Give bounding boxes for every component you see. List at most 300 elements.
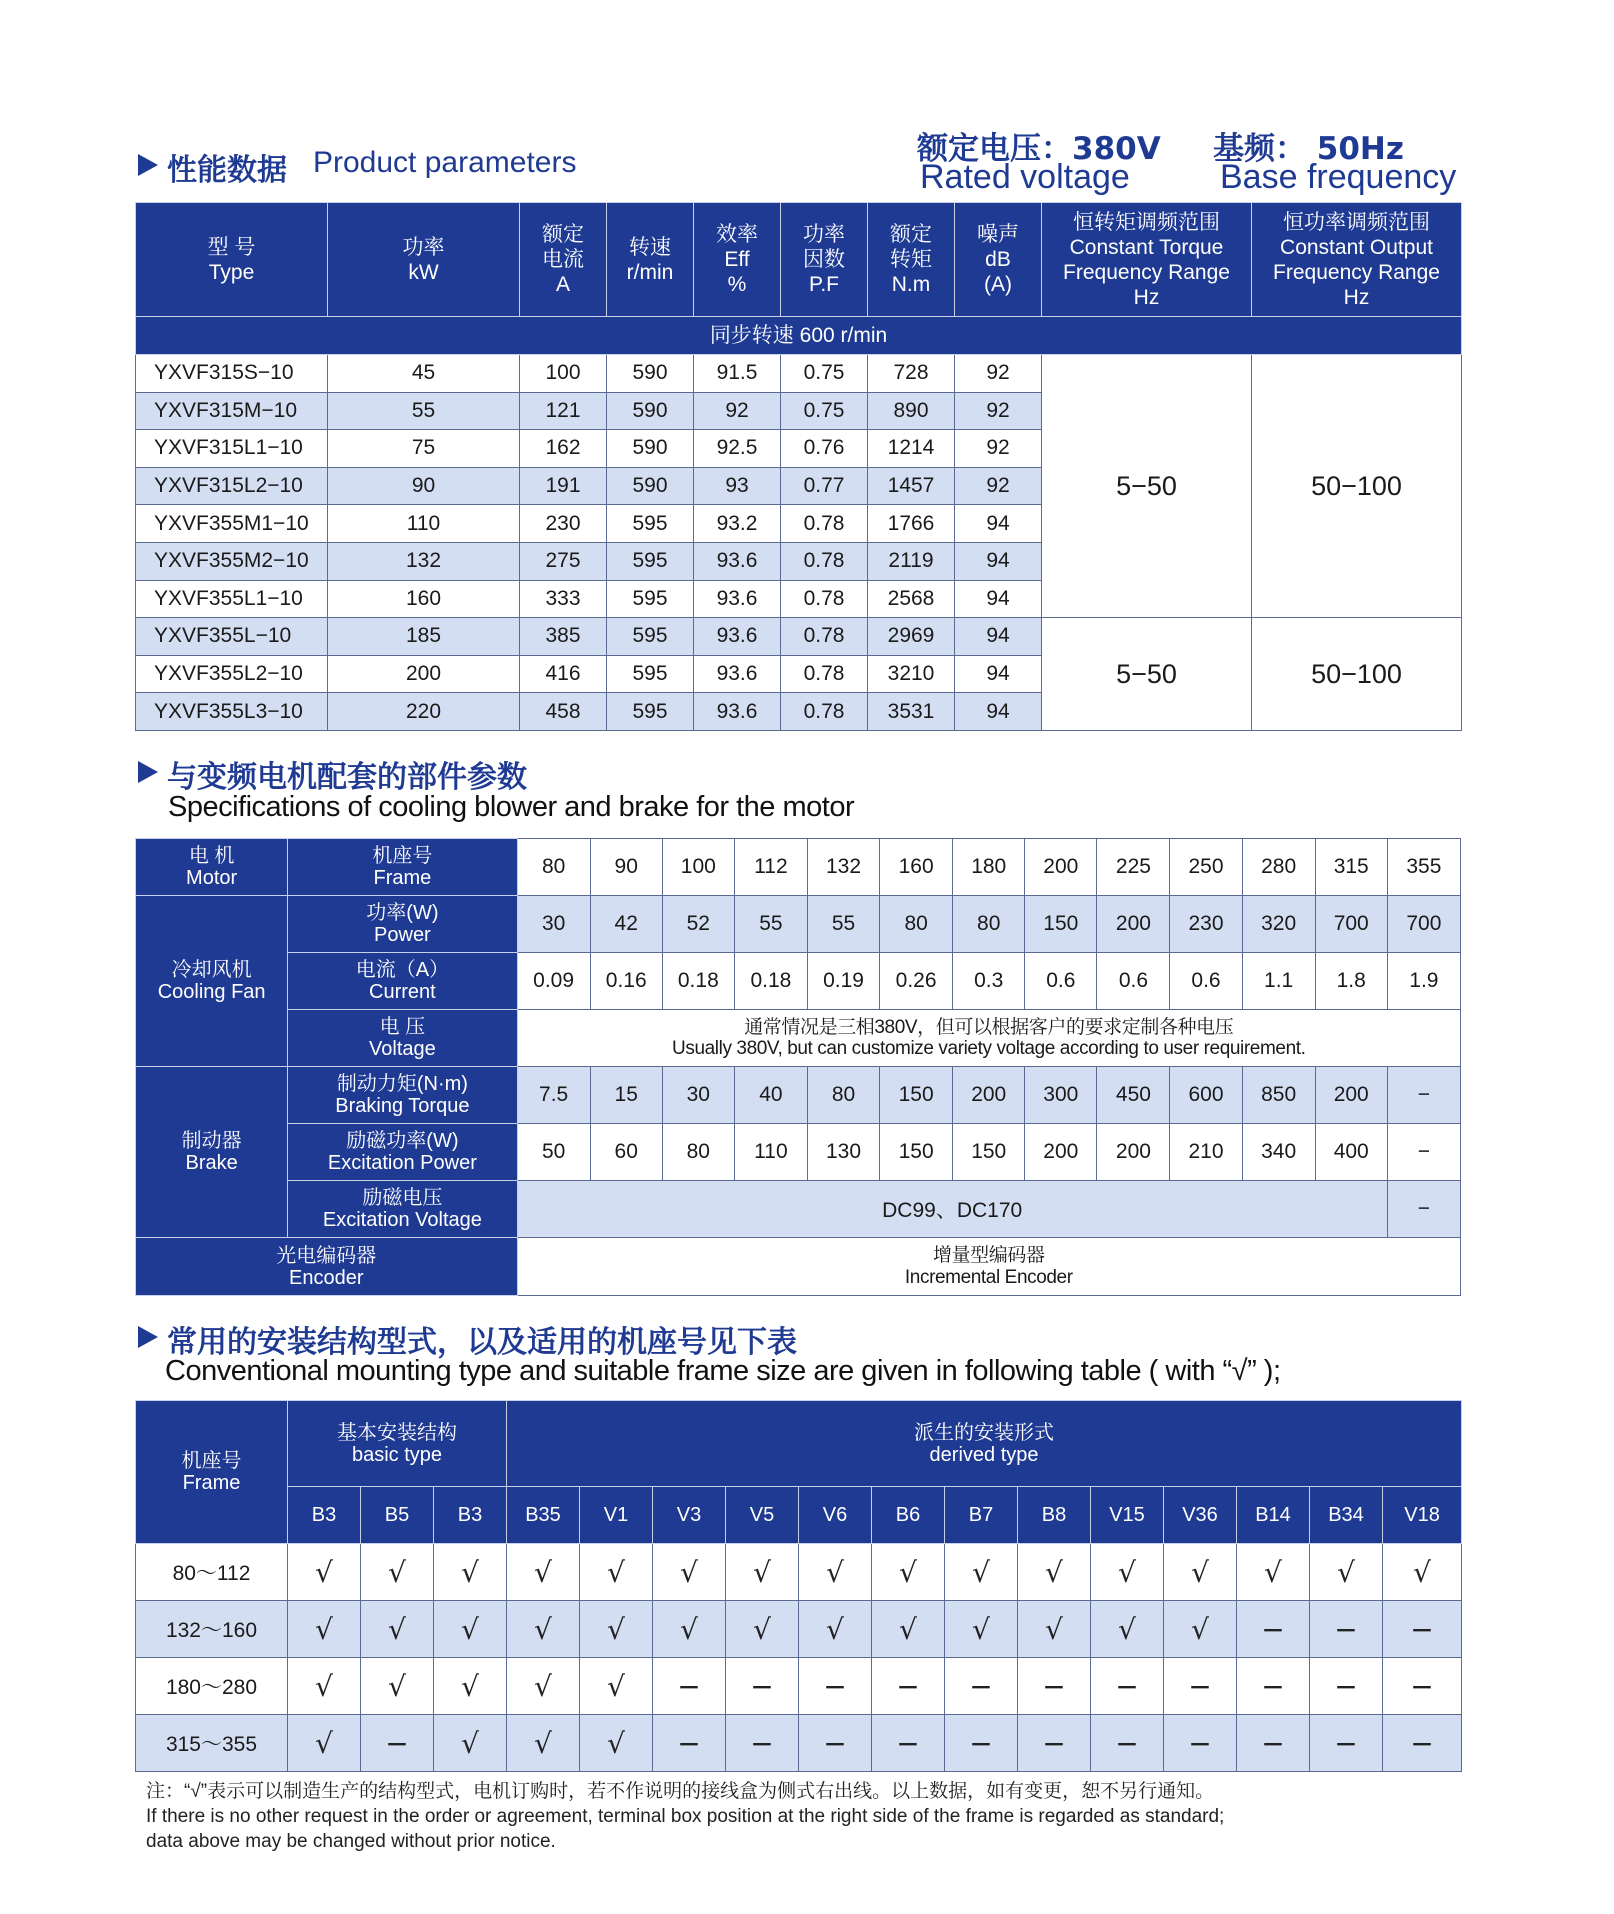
frame-label (288, 839, 517, 896)
check-mark-icon: √ (361, 1601, 434, 1658)
perf-cell: 0.78 (781, 505, 868, 543)
dash-mark: − (1237, 1658, 1310, 1715)
label-en: derived type (929, 1443, 1039, 1466)
performance-table (135, 202, 1462, 731)
braking-torque-value: 600 (1170, 1067, 1242, 1124)
perf-cell: 132 (328, 542, 520, 580)
derived-type-label (507, 1401, 1462, 1487)
mount-type-header: B6 (872, 1487, 945, 1544)
perf-cell: 385 (520, 618, 607, 656)
frame-value: 160 (880, 839, 953, 896)
label-cn: 机座号 (181, 1450, 242, 1472)
perf-header-eff: 效率 Eff % (694, 203, 781, 317)
perf-cell: 94 (955, 693, 1042, 731)
excitation-power-value: 110 (734, 1124, 807, 1181)
fan-current-value: 0.26 (880, 953, 953, 1010)
perf-cell: 90 (328, 467, 520, 505)
frame-value: 132 (807, 839, 879, 896)
perf-cell: 2568 (868, 580, 955, 618)
table-row (136, 1181, 1461, 1238)
dash-mark: − (1091, 1658, 1164, 1715)
frame-value: 250 (1170, 839, 1242, 896)
dash-mark: − (872, 1658, 945, 1715)
fan-power-value: 42 (590, 896, 662, 953)
mounting-type-table (135, 1400, 1462, 1772)
check-mark-icon: √ (1383, 1544, 1462, 1601)
perf-cell: 0.75 (781, 355, 868, 393)
rated-voltage-cn: 额定电压：380V (917, 131, 1161, 167)
perf-cell: 590 (607, 355, 694, 393)
section1-title-cn: 性能数据 (167, 153, 287, 188)
fan-current-value: 0.19 (807, 953, 879, 1010)
perf-cell: 333 (520, 580, 607, 618)
perf-cell: 55 (328, 392, 520, 430)
perf-cell: 100 (520, 355, 607, 393)
mount-type-header: B3 (434, 1487, 507, 1544)
perf-cell: 92 (955, 392, 1042, 430)
label-cn: 基本安装结构 (337, 1421, 457, 1444)
dash-mark: − (1383, 1658, 1462, 1715)
perf-cell: 0.76 (781, 430, 868, 468)
perf-cell: 0.78 (781, 618, 868, 656)
table-row (136, 618, 1462, 656)
perf-cell: 93.6 (694, 655, 781, 693)
perf-cell: 92 (955, 355, 1042, 393)
encoder-text-en: Incremental Encoder (904, 1266, 1073, 1288)
section-arrow-icon (138, 1326, 158, 1348)
frame-value: 180 (953, 839, 1025, 896)
check-mark-icon: √ (1237, 1544, 1310, 1601)
check-mark-icon: √ (799, 1544, 872, 1601)
mount-type-header: B35 (507, 1487, 580, 1544)
fan-current-value: 0.18 (662, 953, 734, 1010)
check-mark-icon: √ (434, 1601, 507, 1658)
perf-cell: YXVF355M2−10 (136, 542, 328, 580)
perf-cell: 0.78 (781, 580, 868, 618)
perf-cell: YXVF315L1−10 (136, 430, 328, 468)
braking-torque-value: 300 (1025, 1067, 1097, 1124)
check-mark-icon: √ (580, 1601, 653, 1658)
check-mark-icon: √ (653, 1544, 726, 1601)
motor-label (136, 839, 288, 896)
section1-title-en: Product parameters (313, 146, 577, 179)
label-en: Frame (373, 867, 432, 889)
table-row (136, 1010, 1461, 1067)
label-cn: 励磁电压 (362, 1187, 443, 1209)
perf-header-const-torque: 恒转矩调频范围 Constant Torque Frequency Range Hz (1042, 203, 1252, 317)
perf-cell: 94 (955, 542, 1042, 580)
label-en: Current (369, 981, 436, 1003)
mount-type-header: V1 (580, 1487, 653, 1544)
dash-mark: − (1383, 1601, 1462, 1658)
excitation-power-value: 130 (807, 1124, 879, 1181)
note-en-line1: If there is no other request in the order or agreement, terminal box position at the right side of the frame is regarded as standard; (146, 1806, 1225, 1827)
dash-mark: − (1237, 1715, 1310, 1772)
group2-torque-range: 5−50 (1042, 618, 1252, 731)
mount-frame-range: 315～355 (136, 1715, 288, 1772)
check-mark-icon: √ (507, 1715, 580, 1772)
excitation-voltage-last: − (1387, 1181, 1460, 1238)
label-en: basic type (351, 1443, 443, 1466)
dash-mark: − (872, 1715, 945, 1772)
check-mark-icon: √ (434, 1715, 507, 1772)
perf-cell: YXVF355L2−10 (136, 655, 328, 693)
check-mark-icon: √ (580, 1544, 653, 1601)
excitation-power-value: 150 (880, 1124, 953, 1181)
fan-current-value: 0.16 (590, 953, 662, 1010)
base-frequency-en: Base frequency (1220, 158, 1457, 196)
perf-cell: 162 (520, 430, 607, 468)
braking-torque-value: 850 (1242, 1067, 1315, 1124)
mount-frame-range: 80～112 (136, 1544, 288, 1601)
label-en: Voltage (369, 1038, 436, 1060)
braking-torque-value: 450 (1097, 1067, 1170, 1124)
encoder-label (136, 1238, 518, 1296)
voltage-text-en: Usually 380V, but can customize variety voltage according to user requirement. (672, 1038, 1306, 1059)
section3-title-cn: 常用的安装结构型式，以及适用的机座号见下表 (167, 1325, 797, 1360)
braking-torque-value: 15 (590, 1067, 662, 1124)
frame-value: 355 (1387, 839, 1460, 896)
check-mark-icon: √ (507, 1658, 580, 1715)
fan-current-value: 1.8 (1315, 953, 1387, 1010)
dash-mark: − (1310, 1601, 1383, 1658)
fan-power-value: 52 (662, 896, 734, 953)
note-cn: 注：“√”表示可以制造生产的结构型式，电机订购时，若不作说明的接线盒为侧式右出线。以上数据，如有变更，恕不另行通知。 (146, 1781, 1215, 1802)
dash-mark: − (1164, 1715, 1237, 1772)
perf-cell: 92 (694, 392, 781, 430)
perf-cell: 93.6 (694, 693, 781, 731)
perf-cell: 3210 (868, 655, 955, 693)
dash-mark: − (1310, 1715, 1383, 1772)
perf-cell: 595 (607, 580, 694, 618)
fan-power-value: 230 (1170, 896, 1242, 953)
braking-torque-label (288, 1067, 517, 1124)
dash-mark: − (361, 1715, 434, 1772)
perf-cell: 94 (955, 655, 1042, 693)
perf-cell: 91.5 (694, 355, 781, 393)
fan-power-value: 320 (1242, 896, 1315, 953)
perf-cell: 728 (868, 355, 955, 393)
check-mark-icon: √ (799, 1601, 872, 1658)
table-row (136, 355, 1462, 393)
perf-cell: 92.5 (694, 430, 781, 468)
dash-mark: − (945, 1715, 1018, 1772)
perf-cell: 200 (328, 655, 520, 693)
perf-cell: 890 (868, 392, 955, 430)
braking-torque-value: − (1387, 1067, 1460, 1124)
label-cn: 励磁功率(W) (346, 1130, 459, 1152)
section2-title-en: Specifications of cooling blower and brake for the motor (168, 791, 855, 823)
check-mark-icon: √ (945, 1544, 1018, 1601)
fan-power-value: 700 (1387, 896, 1460, 953)
brake-label (136, 1067, 288, 1238)
perf-header-row (136, 203, 1462, 317)
label-en: Power (374, 924, 431, 946)
check-mark-icon: √ (1310, 1544, 1383, 1601)
table-row (136, 839, 1461, 896)
excitation-voltage-text: DC99、DC170 (517, 1181, 1387, 1238)
fan-power-value: 55 (807, 896, 879, 953)
perf-cell: 2119 (868, 542, 955, 580)
mount-type-header: B3 (288, 1487, 361, 1544)
voltage-text-cn: 通常情况是三相380V，但可以根据客户的要求定制各种电压 (744, 1017, 1234, 1038)
perf-cell: 94 (955, 618, 1042, 656)
excitation-power-value: 400 (1315, 1124, 1387, 1181)
label-cn: 制动器 (181, 1130, 242, 1152)
encoder-text-cn: 增量型编码器 (932, 1244, 1045, 1266)
mount-type-header: B14 (1237, 1487, 1310, 1544)
perf-cell: 0.78 (781, 655, 868, 693)
perf-cell: YXVF355L1−10 (136, 580, 328, 618)
check-mark-icon: √ (1018, 1544, 1091, 1601)
excitation-voltage-label (288, 1181, 517, 1238)
perf-header-torque: 额定 转矩 N.m (868, 203, 955, 317)
label-en: Brake (185, 1152, 238, 1174)
check-mark-icon: √ (507, 1544, 580, 1601)
fan-power-label (288, 896, 517, 953)
label-cn: 电 压 (379, 1016, 426, 1038)
mount-frame-range: 132～160 (136, 1601, 288, 1658)
dash-mark: − (799, 1658, 872, 1715)
fan-voltage-text (517, 1010, 1460, 1067)
fan-current-value: 0.09 (517, 953, 590, 1010)
table-row (136, 1544, 1462, 1601)
dash-mark: − (1310, 1658, 1383, 1715)
check-mark-icon: √ (580, 1715, 653, 1772)
excitation-power-value: 340 (1242, 1124, 1315, 1181)
check-mark-icon: √ (288, 1715, 361, 1772)
check-mark-icon: √ (1164, 1601, 1237, 1658)
perf-cell: 230 (520, 505, 607, 543)
perf-cell: 160 (328, 580, 520, 618)
perf-header-current: 额定 电流 A (520, 203, 607, 317)
perf-header-speed: 转速 r/min (607, 203, 694, 317)
perf-header-pf: 功率 因数 P.F (781, 203, 868, 317)
note-en-line2: data above may be changed without prior notice. (146, 1831, 556, 1852)
perf-header-const-output: 恒功率调频范围 Constant Output Frequency Range Hz (1252, 203, 1462, 317)
perf-cell: YXVF355M1−10 (136, 505, 328, 543)
perf-cell: 93 (694, 467, 781, 505)
braking-torque-value: 200 (953, 1067, 1025, 1124)
dash-mark: − (1164, 1658, 1237, 1715)
perf-cell: 92 (955, 430, 1042, 468)
fan-current-value: 0.6 (1097, 953, 1170, 1010)
encoder-text (517, 1238, 1460, 1296)
excitation-power-value: − (1387, 1124, 1460, 1181)
perf-cell: 590 (607, 430, 694, 468)
table-row (136, 1401, 1462, 1487)
perf-cell: 0.78 (781, 542, 868, 580)
check-mark-icon: √ (872, 1601, 945, 1658)
braking-torque-value: 150 (880, 1067, 953, 1124)
table-row (136, 1658, 1462, 1715)
frame-value: 80 (517, 839, 590, 896)
check-mark-icon: √ (580, 1658, 653, 1715)
perf-cell: 93.6 (694, 542, 781, 580)
basic-type-label (288, 1401, 507, 1487)
fan-current-value: 1.1 (1242, 953, 1315, 1010)
dash-mark: − (1018, 1658, 1091, 1715)
label-en: Frame (182, 1472, 241, 1494)
perf-cell: YXVF315S−10 (136, 355, 328, 393)
perf-cell: 220 (328, 693, 520, 731)
check-mark-icon: √ (1018, 1601, 1091, 1658)
check-mark-icon: √ (288, 1658, 361, 1715)
perf-cell: YXVF355L−10 (136, 618, 328, 656)
label-cn: 冷却风机 (171, 959, 252, 981)
check-mark-icon: √ (1091, 1544, 1164, 1601)
fan-power-value: 80 (880, 896, 953, 953)
dash-mark: − (1383, 1715, 1462, 1772)
label-cn: 光电编码器 (276, 1244, 377, 1267)
table-row (136, 953, 1461, 1010)
perf-cell: 595 (607, 693, 694, 731)
excitation-power-value: 60 (590, 1124, 662, 1181)
frame-value: 225 (1097, 839, 1170, 896)
label-en: Cooling Fan (157, 981, 266, 1003)
mount-type-header: V3 (653, 1487, 726, 1544)
check-mark-icon: √ (288, 1544, 361, 1601)
braking-torque-value: 30 (662, 1067, 734, 1124)
perf-cell: 93.2 (694, 505, 781, 543)
table-row (136, 1487, 1462, 1544)
perf-cell: 0.78 (781, 693, 868, 731)
label-en: Motor (186, 867, 238, 889)
mount-frame-label (136, 1401, 288, 1544)
mount-type-header: V18 (1383, 1487, 1462, 1544)
mount-frame-range: 180～280 (136, 1658, 288, 1715)
perf-cell: 1766 (868, 505, 955, 543)
perf-cell: 416 (520, 655, 607, 693)
fan-power-value: 80 (953, 896, 1025, 953)
group1-torque-range: 5−50 (1042, 355, 1252, 618)
check-mark-icon: √ (434, 1544, 507, 1601)
mount-type-header: B8 (1018, 1487, 1091, 1544)
fan-current-value: 0.3 (953, 953, 1025, 1010)
label-cn: 电流（A） (355, 959, 450, 981)
fan-current-value: 0.18 (734, 953, 807, 1010)
perf-cell: 45 (328, 355, 520, 393)
dash-mark: − (1237, 1601, 1310, 1658)
table-row (136, 1067, 1461, 1124)
perf-cell: 185 (328, 618, 520, 656)
label-en: Excitation Power (327, 1152, 477, 1174)
label-cn: 派生的安装形式 (914, 1421, 1055, 1444)
excitation-power-value: 50 (517, 1124, 590, 1181)
check-mark-icon: √ (361, 1658, 434, 1715)
perf-cell: 1214 (868, 430, 955, 468)
label-en: Encoder (289, 1266, 364, 1289)
braking-torque-value: 200 (1315, 1067, 1387, 1124)
perf-cell: 93.6 (694, 580, 781, 618)
label-en: Excitation Voltage (322, 1209, 482, 1231)
dash-mark: − (653, 1658, 726, 1715)
group1-output-range: 50−100 (1252, 355, 1462, 618)
cooling-fan-label (136, 896, 288, 1067)
perf-cell: 0.77 (781, 467, 868, 505)
perf-cell: 275 (520, 542, 607, 580)
perf-cell: 121 (520, 392, 607, 430)
perf-cell: YXVF315M−10 (136, 392, 328, 430)
perf-cell: 2969 (868, 618, 955, 656)
frame-value: 315 (1315, 839, 1387, 896)
perf-cell: 595 (607, 655, 694, 693)
perf-cell: YXVF315L2−10 (136, 467, 328, 505)
check-mark-icon: √ (1091, 1601, 1164, 1658)
section-arrow-icon (138, 154, 158, 176)
check-mark-icon: √ (1164, 1544, 1237, 1601)
dash-mark: − (726, 1715, 799, 1772)
label-cn: 机座号 (372, 845, 433, 867)
check-mark-icon: √ (507, 1601, 580, 1658)
mount-type-header: V15 (1091, 1487, 1164, 1544)
braking-torque-value: 40 (734, 1067, 807, 1124)
label-en: Braking Torque (335, 1095, 470, 1117)
label-cn: 制动力矩(N·m) (336, 1073, 468, 1095)
dash-mark: − (1091, 1715, 1164, 1772)
check-mark-icon: √ (726, 1601, 799, 1658)
check-mark-icon: √ (945, 1601, 1018, 1658)
perf-cell: YXVF355L3−10 (136, 693, 328, 731)
dash-mark: − (726, 1658, 799, 1715)
excitation-power-label (288, 1124, 517, 1181)
fan-current-label (288, 953, 517, 1010)
dash-mark: − (945, 1658, 1018, 1715)
mount-type-header: B7 (945, 1487, 1018, 1544)
check-mark-icon: √ (872, 1544, 945, 1601)
group2-output-range: 50−100 (1252, 618, 1462, 731)
base-frequency-cn: 基频： 50Hz (1213, 131, 1404, 167)
fan-current-value: 0.6 (1025, 953, 1097, 1010)
check-mark-icon: √ (653, 1601, 726, 1658)
mount-type-header: B34 (1310, 1487, 1383, 1544)
perf-header-noise: 噪声 dB (A) (955, 203, 1042, 317)
braking-torque-value: 80 (807, 1067, 879, 1124)
excitation-power-value: 150 (953, 1124, 1025, 1181)
dash-mark: − (799, 1715, 872, 1772)
fan-voltage-label (288, 1010, 517, 1067)
excitation-power-value: 80 (662, 1124, 734, 1181)
fan-power-value: 55 (734, 896, 807, 953)
excitation-power-value: 210 (1170, 1124, 1242, 1181)
mount-type-header: B5 (361, 1487, 434, 1544)
table-row (136, 1601, 1462, 1658)
perf-cell: 94 (955, 580, 1042, 618)
label-cn: 功率(W) (366, 902, 439, 924)
frame-value: 90 (590, 839, 662, 896)
frame-value: 200 (1025, 839, 1097, 896)
frame-value: 112 (734, 839, 807, 896)
label-cn: 电 机 (188, 845, 235, 867)
fan-power-value: 30 (517, 896, 590, 953)
rated-voltage-en: Rated voltage (920, 158, 1130, 196)
frame-value: 280 (1242, 839, 1315, 896)
frame-value: 100 (662, 839, 734, 896)
fan-power-value: 200 (1097, 896, 1170, 953)
perf-cell: 595 (607, 618, 694, 656)
dash-mark: − (653, 1715, 726, 1772)
mount-type-header: V5 (726, 1487, 799, 1544)
table-row (136, 896, 1461, 953)
section-arrow-icon (138, 761, 158, 783)
section2-title-cn: 与变频电机配套的部件参数 (167, 760, 527, 795)
perf-cell: 94 (955, 505, 1042, 543)
section3-title-en: Conventional mounting type and suitable frame size are given in following table ( with “√” ); (165, 1355, 1281, 1387)
perf-cell: 595 (607, 505, 694, 543)
mount-type-header: V36 (1164, 1487, 1237, 1544)
check-mark-icon: √ (288, 1601, 361, 1658)
perf-cell: 92 (955, 467, 1042, 505)
